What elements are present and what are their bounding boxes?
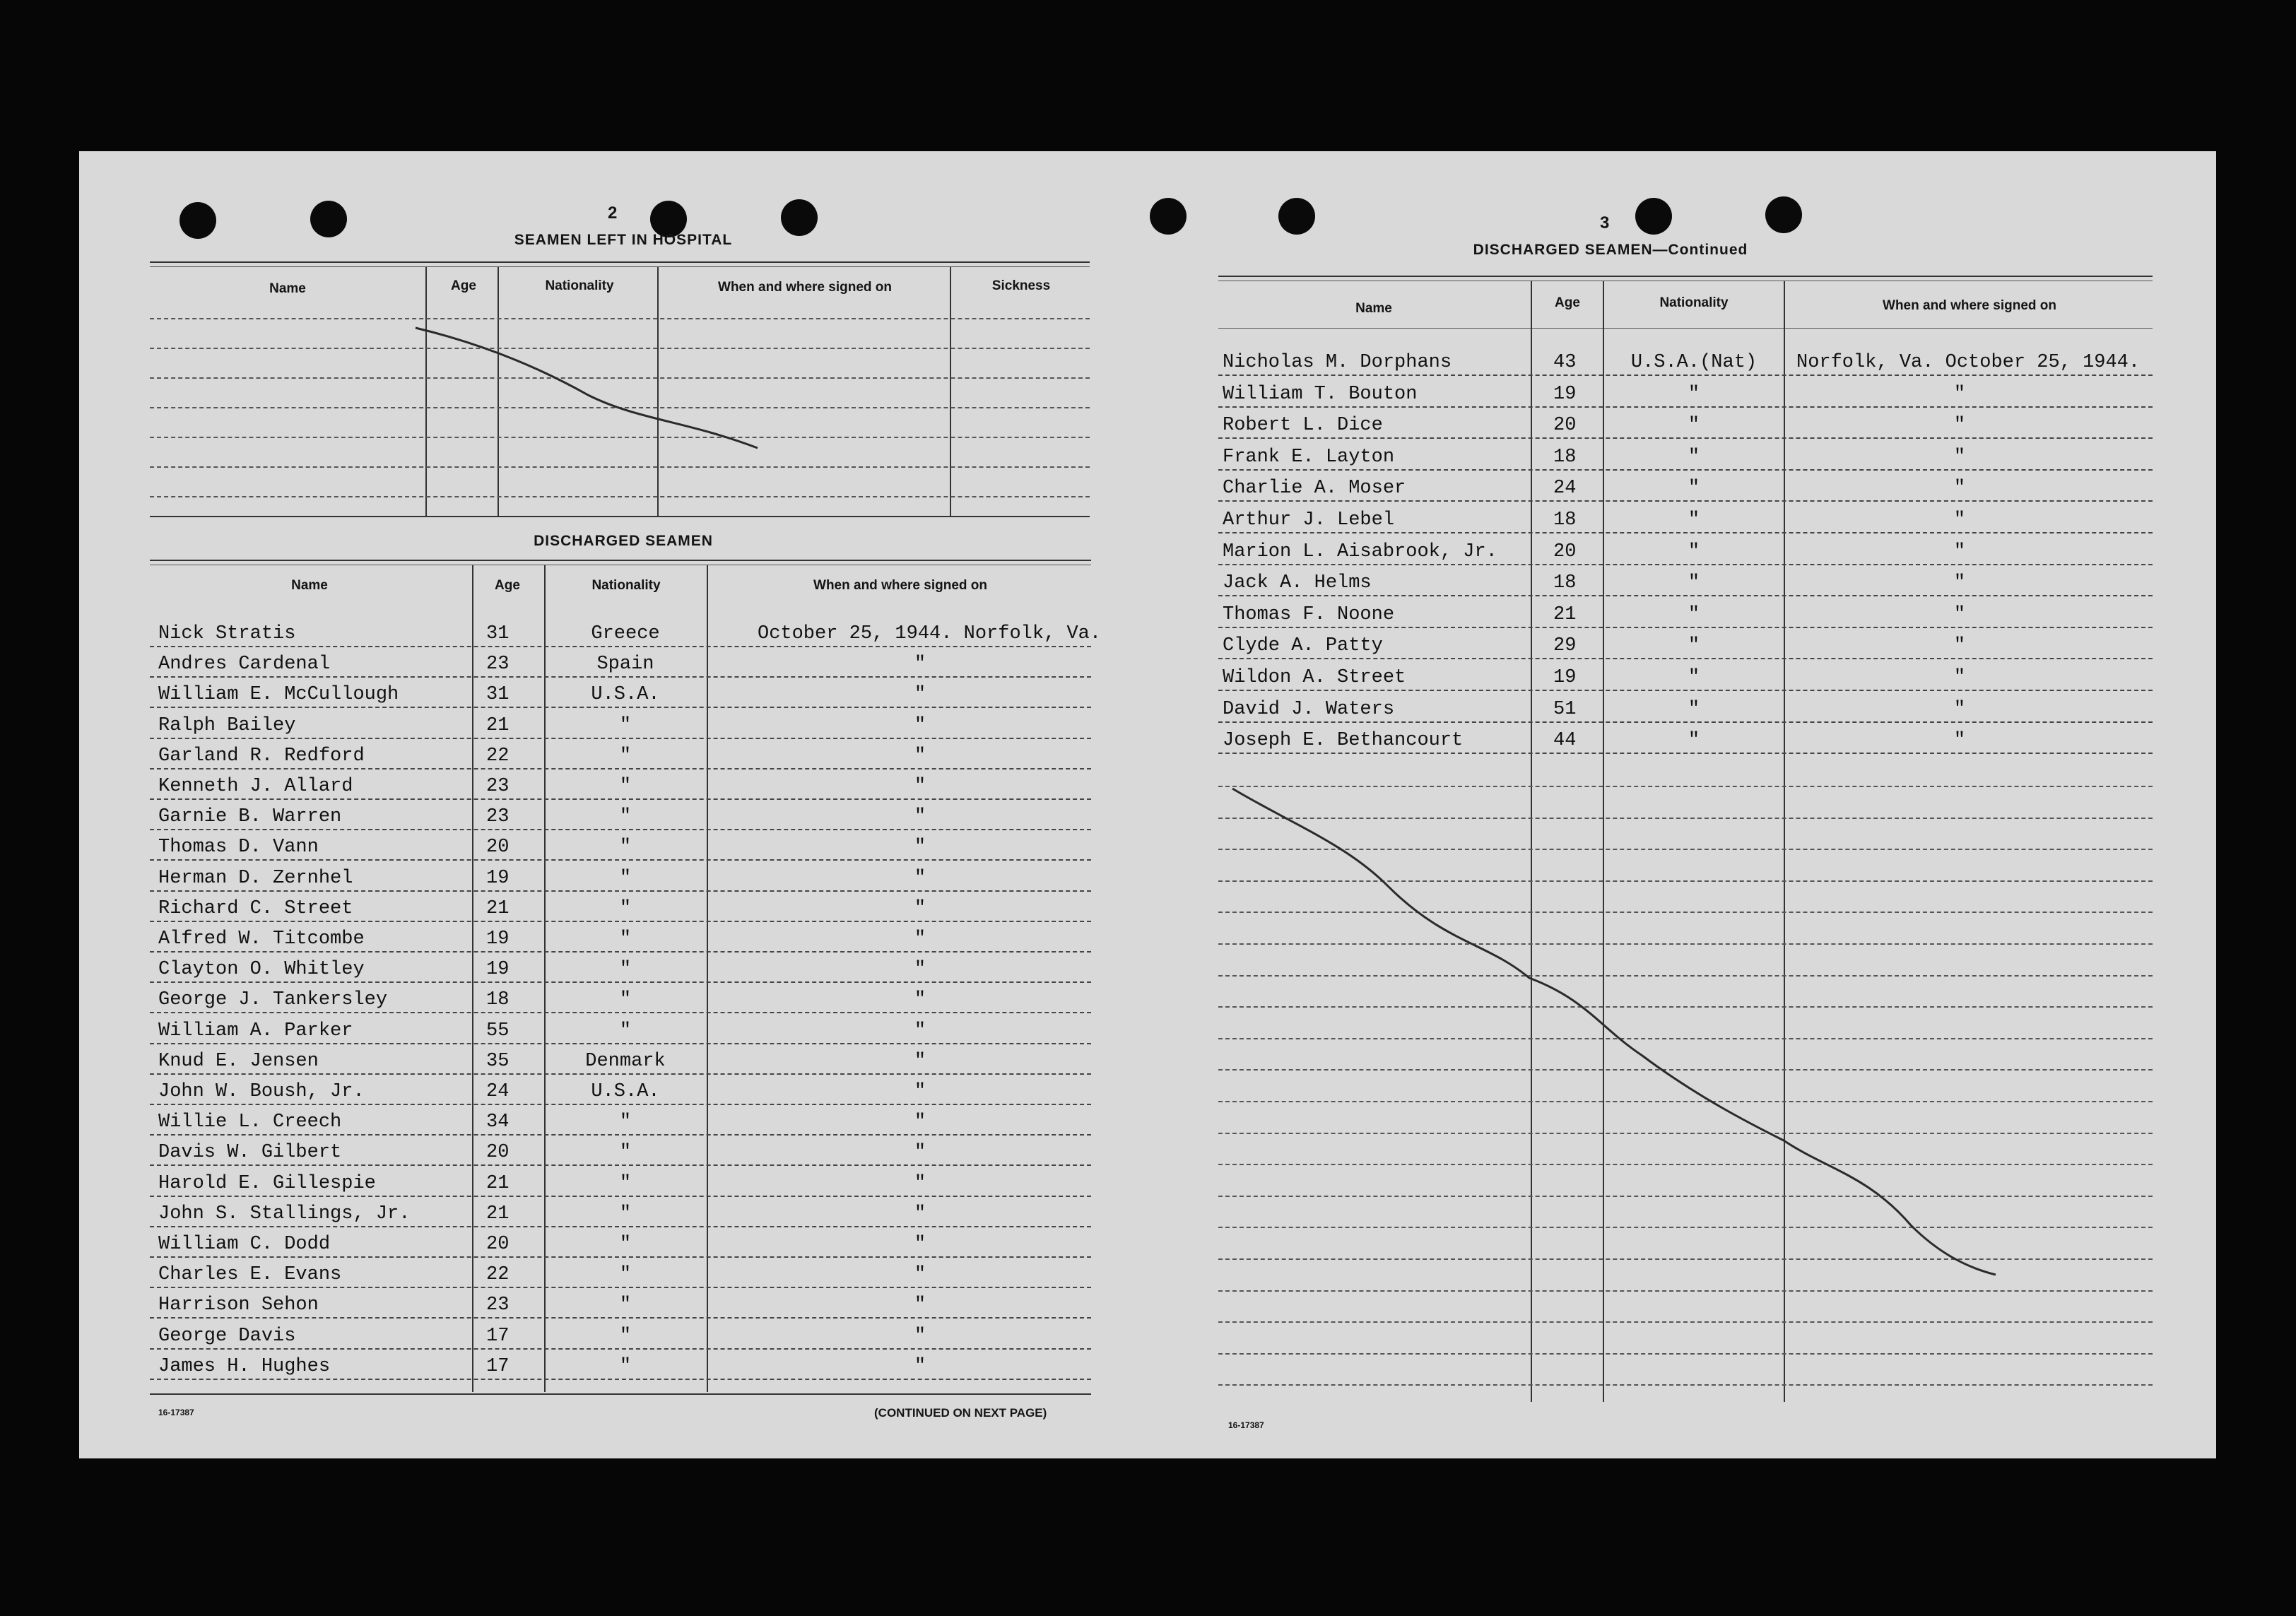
seaman-nationality: " [619, 898, 632, 919]
signed-on: " [914, 715, 926, 736]
hospital-strikethrough-line [79, 151, 1148, 1458]
signed-on: " [1953, 730, 1966, 751]
signed-on: " [914, 1142, 926, 1163]
seaman-age: 24 [1553, 478, 1577, 499]
seaman-nationality: U.S.A. [591, 1081, 660, 1102]
seaman-nationality: " [619, 868, 632, 889]
seaman-name: Harold E. Gillespie [158, 1173, 376, 1194]
seaman-nationality: " [1688, 384, 1700, 405]
seaman-age: 18 [1553, 447, 1577, 468]
seaman-nationality: " [619, 928, 632, 950]
signed-on: " [914, 959, 926, 980]
seaman-nationality: " [619, 1020, 632, 1042]
seaman-nationality: " [1688, 415, 1700, 436]
seaman-age: 35 [486, 1051, 510, 1072]
seaman-age: 20 [486, 1234, 510, 1255]
seaman-age: 21 [1553, 604, 1577, 625]
signed-on: " [914, 1234, 926, 1255]
seaman-nationality: " [619, 1234, 632, 1255]
seaman-age: 20 [1553, 415, 1577, 436]
seaman-age: 19 [486, 959, 510, 980]
seaman-age: 18 [1553, 509, 1577, 531]
seaman-name: Kenneth J. Allard [158, 776, 353, 797]
left-page [79, 151, 1148, 1458]
seaman-nationality: Denmark [585, 1051, 666, 1072]
seaman-age: 23 [486, 654, 510, 675]
seaman-nationality: " [1688, 447, 1700, 468]
seaman-name: Frank E. Layton [1223, 447, 1395, 468]
seaman-nationality: " [1688, 572, 1700, 594]
seaman-name: James H. Hughes [158, 1356, 331, 1377]
continued-col-nationality: Nationality [1659, 295, 1729, 310]
signed-on: " [1953, 541, 1966, 562]
seaman-name: Robert L. Dice [1223, 415, 1383, 436]
seaman-name: Wildon A. Street [1223, 667, 1406, 688]
page-number: 2 [608, 204, 618, 223]
seaman-age: 21 [486, 898, 510, 919]
seaman-name: Garnie B. Warren [158, 806, 342, 827]
seaman-nationality: " [619, 989, 632, 1010]
seaman-age: 19 [1553, 384, 1577, 405]
seaman-name: Davis W. Gilbert [158, 1142, 342, 1163]
seaman-name: Harrison Sehon [158, 1294, 319, 1316]
seaman-age: 43 [1553, 352, 1577, 373]
discharged-section-title: DISCHARGED SEAMEN [534, 533, 713, 549]
seaman-age: 20 [486, 1142, 510, 1163]
seaman-name: Nick Stratis [158, 623, 296, 644]
signed-on: " [914, 989, 926, 1010]
signed-on: " [1953, 667, 1966, 688]
seaman-nationality: " [619, 1264, 632, 1285]
signed-on: " [914, 868, 926, 889]
signed-on: " [914, 1111, 926, 1133]
seaman-nationality: " [1688, 541, 1700, 562]
seaman-name: Thomas D. Vann [158, 837, 319, 858]
discharged-col-when-where: When and where signed on [813, 578, 987, 593]
seaman-name: Herman D. Zernhel [158, 868, 353, 889]
signed-on: " [914, 684, 926, 705]
signed-on: " [914, 806, 926, 827]
seaman-nationality: " [619, 776, 632, 797]
seaman-age: 23 [486, 806, 510, 827]
seaman-nationality: " [1688, 604, 1700, 625]
hospital-col-when-where: When and where signed on [718, 280, 892, 295]
signed-on: " [914, 745, 926, 767]
hospital-col-sickness: Sickness [991, 278, 1051, 293]
signed-on: " [914, 1020, 926, 1042]
signed-on: " [914, 1173, 926, 1194]
seaman-age: 22 [486, 1264, 510, 1285]
seaman-nationality: " [1688, 699, 1700, 720]
seaman-nationality: Spain [596, 654, 654, 675]
seaman-age: 19 [486, 868, 510, 889]
seaman-age: 21 [486, 1203, 510, 1225]
seaman-nationality: " [619, 1326, 632, 1347]
signed-on: " [914, 1081, 926, 1102]
page-number: 3 [1600, 213, 1610, 232]
seaman-name: Jack A. Helms [1223, 572, 1372, 594]
seaman-name: William T. Bouton [1223, 384, 1418, 405]
seaman-age: 19 [1553, 667, 1577, 688]
signed-on: " [1953, 478, 1966, 499]
signed-on: " [914, 654, 926, 675]
unused-rows-strikethrough-line [1148, 151, 2216, 1458]
seaman-nationality: " [1688, 730, 1700, 751]
seaman-age: 31 [486, 623, 510, 644]
seaman-nationality: " [1688, 667, 1700, 688]
seaman-age: 22 [486, 745, 510, 767]
seaman-name: Clyde A. Patty [1223, 635, 1383, 656]
seaman-nationality: Greece [591, 623, 660, 644]
seaman-name: Charlie A. Moser [1223, 478, 1406, 499]
seaman-name: Willie L. Creech [158, 1111, 342, 1133]
seaman-name: David J. Waters [1223, 699, 1395, 720]
seaman-age: 51 [1553, 699, 1577, 720]
seaman-name: John S. Stallings, Jr. [158, 1203, 411, 1225]
seaman-age: 21 [486, 1173, 510, 1194]
seaman-age: 18 [1553, 572, 1577, 594]
seaman-name: Clayton O. Whitley [158, 959, 365, 980]
signed-on: " [1953, 699, 1966, 720]
seaman-nationality: " [1688, 478, 1700, 499]
signed-on: " [914, 1264, 926, 1285]
hospital-col-name: Name [269, 281, 306, 296]
seaman-name: Ralph Bailey [158, 715, 296, 736]
seaman-age: 21 [486, 715, 510, 736]
seaman-nationality: " [619, 1173, 632, 1194]
form-code: 16-17387 [158, 1408, 194, 1417]
seaman-nationality: " [619, 959, 632, 980]
seaman-name: George J. Tankersley [158, 989, 388, 1010]
seaman-name: Andres Cardenal [158, 654, 331, 675]
right-page [1148, 151, 2216, 1458]
discharged-col-age: Age [495, 578, 520, 593]
signed-on: " [914, 1203, 926, 1225]
seaman-name: Richard C. Street [158, 898, 353, 919]
seaman-name: John W. Boush, Jr. [158, 1081, 365, 1102]
form-code: 16-17387 [1228, 1420, 1264, 1430]
seaman-name: Nicholas M. Dorphans [1223, 352, 1452, 373]
seaman-name: George Davis [158, 1326, 296, 1347]
signed-on: " [914, 1051, 926, 1072]
signed-on: " [914, 1326, 926, 1347]
seaman-name: Garland R. Redford [158, 745, 365, 767]
signed-on: " [914, 898, 926, 919]
seaman-name: Alfred W. Titcombe [158, 928, 365, 950]
seaman-age: 20 [1553, 541, 1577, 562]
seaman-name: William C. Dodd [158, 1234, 331, 1255]
seaman-name: Marion L. Aisabrook, Jr. [1223, 541, 1497, 562]
seaman-nationality: " [619, 1356, 632, 1377]
seaman-age: 23 [486, 776, 510, 797]
hospital-col-nationality: Nationality [545, 278, 614, 293]
signed-on: " [1953, 635, 1966, 656]
seaman-nationality: U.S.A.(Nat) [1630, 352, 1758, 373]
signed-on: " [914, 837, 926, 858]
signed-on: " [1953, 604, 1966, 625]
seaman-name: Arthur J. Lebel [1223, 509, 1395, 531]
signed-on: " [1953, 384, 1966, 405]
seaman-name: Knud E. Jensen [158, 1051, 319, 1072]
seaman-nationality: " [1688, 635, 1700, 656]
seaman-name: Joseph E. Bethancourt [1223, 730, 1464, 751]
seaman-age: 44 [1553, 730, 1577, 751]
signed-on: " [914, 776, 926, 797]
continued-col-when-where: When and where signed on [1883, 298, 2056, 313]
signed-on: " [1953, 509, 1966, 531]
signed-on: " [1953, 572, 1966, 594]
seaman-age: 31 [486, 684, 510, 705]
seaman-age: 20 [486, 837, 510, 858]
seaman-nationality: " [619, 1111, 632, 1133]
seaman-age: 18 [486, 989, 510, 1010]
hospital-section-title: SEAMEN LEFT IN HOSPITAL [514, 232, 733, 248]
signed-on: " [1953, 447, 1966, 468]
seaman-name: William E. McCullough [158, 684, 399, 705]
discharged-continued-title: DISCHARGED SEAMEN—Continued [1473, 242, 1748, 258]
seaman-age: 23 [486, 1294, 510, 1316]
seaman-age: 17 [486, 1326, 510, 1347]
signed-on: October 25, 1944. Norfolk, Va. [758, 623, 1102, 644]
seaman-age: 24 [486, 1081, 510, 1102]
continued-col-name: Name [1355, 301, 1392, 316]
seaman-name: William A. Parker [158, 1020, 353, 1042]
discharged-col-nationality: Nationality [591, 578, 661, 593]
signed-on: " [914, 1294, 926, 1316]
seaman-nationality: " [619, 1203, 632, 1225]
seaman-nationality: " [619, 806, 632, 827]
seaman-nationality: " [619, 715, 632, 736]
hospital-col-age: Age [451, 278, 476, 293]
seaman-age: 17 [486, 1356, 510, 1377]
seaman-nationality: " [619, 1294, 632, 1316]
seaman-nationality: U.S.A. [591, 684, 660, 705]
seaman-age: 29 [1553, 635, 1577, 656]
seaman-age: 19 [486, 928, 510, 950]
continued-note: (CONTINUED ON NEXT PAGE) [874, 1406, 1047, 1420]
seaman-age: 55 [486, 1020, 510, 1042]
seaman-nationality: " [1688, 509, 1700, 531]
signed-on: " [914, 928, 926, 950]
seaman-name: Thomas F. Noone [1223, 604, 1395, 625]
signed-on: " [1953, 415, 1966, 436]
signed-on: " [914, 1356, 926, 1377]
discharged-col-name: Name [291, 578, 328, 593]
document-spread [79, 151, 2216, 1458]
seaman-name: Charles E. Evans [158, 1264, 342, 1285]
seaman-nationality: " [619, 837, 632, 858]
seaman-nationality: " [619, 1142, 632, 1163]
seaman-nationality: " [619, 745, 632, 767]
continued-col-age: Age [1555, 295, 1580, 310]
signed-on: Norfolk, Va. October 25, 1944. [1796, 352, 2141, 373]
seaman-age: 34 [486, 1111, 510, 1133]
